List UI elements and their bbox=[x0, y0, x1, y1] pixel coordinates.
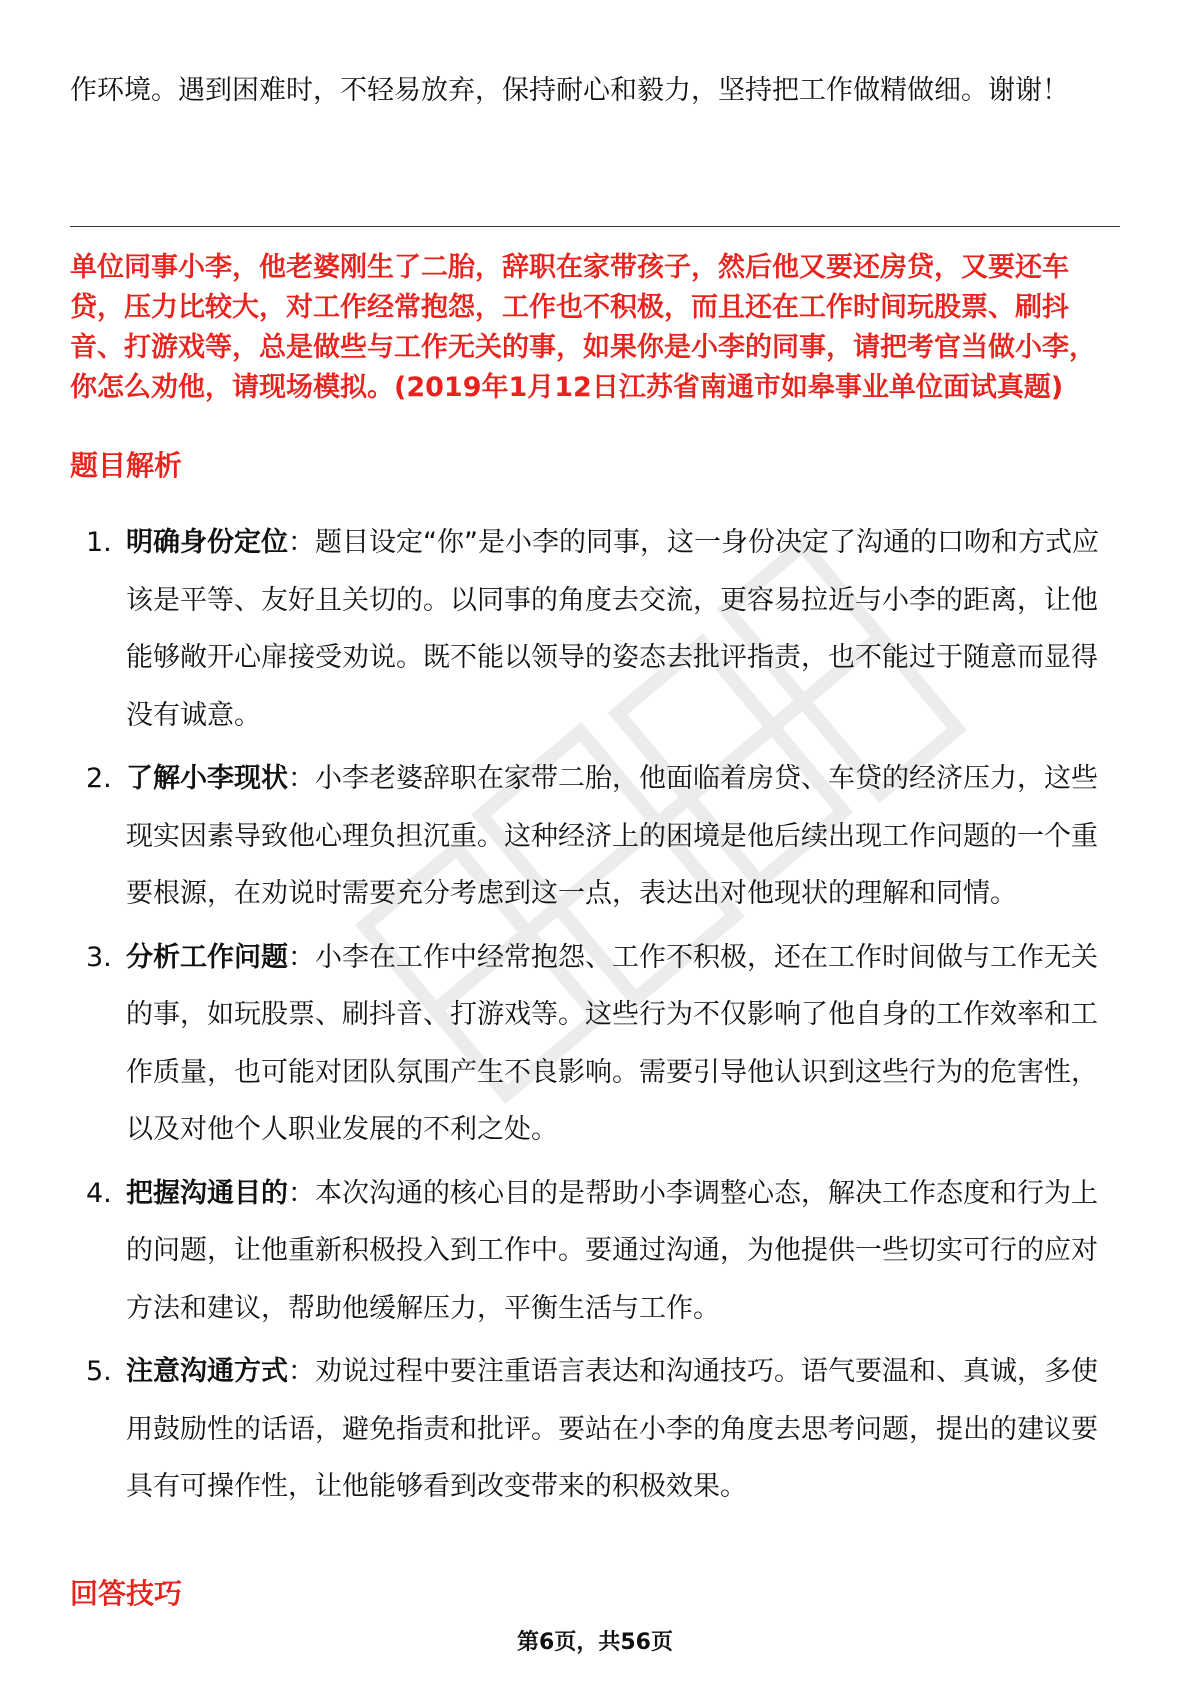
item-number: 3. bbox=[86, 941, 112, 973]
item-number: 1. bbox=[86, 527, 112, 558]
item-heading: 把握沟通目的 bbox=[126, 1177, 288, 1209]
analysis-heading: 题目解析 bbox=[70, 449, 183, 482]
item-number: 4. bbox=[86, 1177, 112, 1209]
item-body: ：小李老婆辞职在家带二胎，他面临着房贷、车贷的经济压力，这些现实因素导致他心理负担沉重。这种经济上的困境是他后续出现工作问题的一个重要根源，在劝说时需要充分考虑到这一点，表达出对他现状的理解和同情。 bbox=[126, 763, 1098, 909]
item-body: ：本次沟通的核心目的是帮助小李调整心态，解决工作态度和行为上的问题，让他重新积极投入到工作中。要通过沟通，为他提供一些切实可行的应对方法和建议，帮助他缓解压力，平衡生活与工作。 bbox=[126, 1177, 1098, 1324]
list-item bbox=[70, 514, 1120, 744]
list-item bbox=[70, 929, 1120, 1159]
section-divider bbox=[70, 226, 1120, 227]
item-body: ：劝说过程中要注重语言表达和沟通技巧。语气要温和、真诚，多使用鼓励性的话语，避免指责和批评。要站在小李的角度去思考问题，提出的建议要具有可操作性，让他能够看到改变带来的积极效果。 bbox=[126, 1356, 1098, 1502]
item-number: 2. bbox=[86, 763, 112, 794]
item-heading: 注意沟通方式 bbox=[126, 1356, 288, 1387]
question-text: 单位同事小李，他老婆刚生了二胎，辞职在家带孩子，然后他又要还房贷，又要还车贷，压力比较大，对工作经常抱怨，工作也不积极，而且还在工作时间玩股票、刷抖音、打游戏等，总是做些与工作无关的事，如果你是小李的同事，请把考官当做小李，你怎么劝他，请现场模拟。(2019年1月12日江苏省南通市如皋事业单位面试真题) bbox=[70, 252, 1096, 403]
page-number: 第6页，共56页 bbox=[517, 1630, 673, 1655]
list-item bbox=[70, 1343, 1120, 1516]
item-number: 5. bbox=[86, 1356, 112, 1387]
analysis-list bbox=[70, 514, 1120, 1522]
intro-paragraph: 作环境。遇到困难时，不轻易放弃，保持耐心和毅力，坚持把工作做精做细。谢谢！ bbox=[70, 75, 1069, 106]
item-heading: 了解小李现状 bbox=[126, 763, 288, 794]
item-heading: 明确身份定位 bbox=[126, 527, 288, 558]
list-item bbox=[70, 1165, 1120, 1338]
tips-heading: 回答技巧 bbox=[70, 1577, 183, 1610]
list-item bbox=[70, 750, 1120, 923]
item-body: ：题目设定“你”是小李的同事，这一身份决定了沟通的口吻和方式应该是平等、友好且关切的。以同事的角度去交流，更容易拉近与小李的距离，让他能够敞开心扉接受劝说。既不能以领导的姿态去批评指责，也不能过于随意而显得没有诚意。 bbox=[126, 527, 1099, 731]
item-heading: 分析工作问题 bbox=[126, 941, 288, 973]
item-body: ：小李在工作中经常抱怨、工作不积极，还在工作时间做与工作无关的事，如玩股票、刷抖音、打游戏等。这些行为不仅影响了他自身的工作效率和工作质量，也可能对团队氛围产生不良影响。需要引导他认识到这些行为的危害性，以及对他个人职业发展的不利之处。 bbox=[126, 941, 1098, 1145]
